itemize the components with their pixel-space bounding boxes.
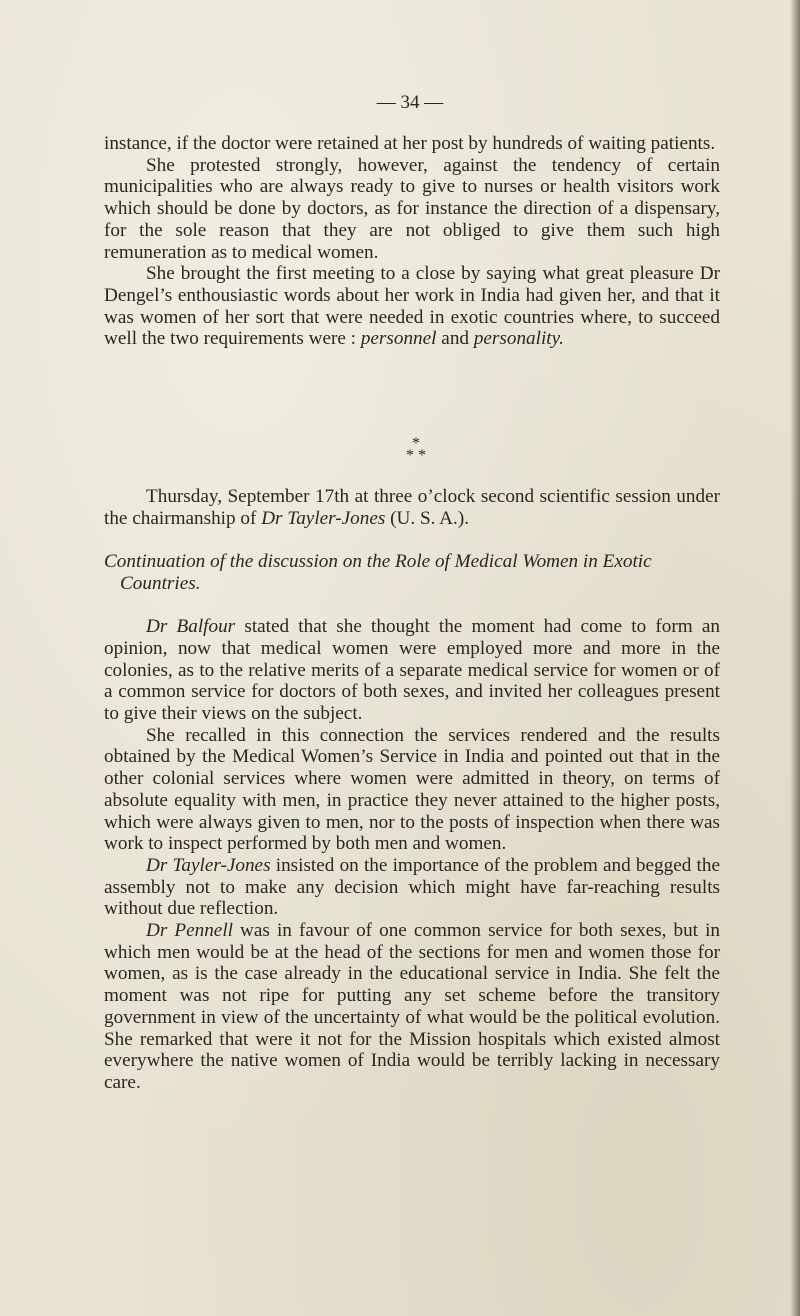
- page-number: — 34 —: [376, 92, 444, 113]
- session-paragraph: [104, 486, 720, 529]
- speaker-tayler-jones: Dr Tayler-Jones: [146, 854, 271, 876]
- section-heading: Continuation of the discussion on the Role of Medical Women in Exotic Countries.: [104, 551, 652, 594]
- asterism-top: *: [412, 435, 420, 452]
- pennell-paragraph: [104, 920, 720, 1094]
- term-personality: personality.: [473, 328, 564, 350]
- page-edge-shadow: [790, 0, 800, 1316]
- asterism-bottom: * *: [406, 447, 426, 464]
- balfour-paragraph: [104, 616, 720, 725]
- term-personnel: personnel: [360, 328, 437, 350]
- paragraph-1: instance, if the doctor were retained at her post by hundreds of waiting patients.: [104, 133, 716, 154]
- paragraph-3-and: and: [436, 328, 474, 350]
- chair-country: (U. S. A.).: [385, 507, 470, 529]
- tayler-jones-text: insisted on the importance of the problem and begged the assembly not to make any decision which might have far-reaching results without due reflection.: [104, 854, 720, 920]
- paragraph-3-text: She brought the first meeting to a close by saying what great pleasure Dr Dengel’s enthousiastic words about her work in India had given her, and that it was women of her sort that were needed in exotic countries where, to succeed well the two requirements were :: [104, 263, 720, 350]
- text-block-top: [104, 133, 720, 350]
- speaker-pennell: Dr Pennell: [146, 920, 233, 942]
- balfour-text: stated that she thought the moment had come to form an opinion, now that medical women were employed more and more in the colonies, as to the relative merits of a separate medical service for women or of a common service for doctors of both sexes, and invited her colleagues present to give their views on the subject.: [104, 616, 720, 724]
- paragraph-3: [104, 263, 720, 350]
- text-block-bottom: [104, 486, 720, 1094]
- asterism-separator: [396, 435, 436, 468]
- session-text: Thursday, September 17th at three o’clock second scientific session under the chairmanship of: [104, 486, 720, 529]
- speaker-balfour: Dr Balfour: [146, 616, 236, 638]
- tayler-jones-paragraph: [104, 855, 720, 920]
- chair-name: Dr Tayler-Jones: [261, 507, 386, 529]
- recalled-paragraph: She recalled in this connection the services rendered and the results obtained by the Medical Women’s Service in India and pointed out that in the other colonial services where women were admitted in theory, on terms of absolute equality with men, in practice they never attained to the higher posts, which were always given to men, nor to the posts of inspection when there was work to inspect performed by both men and women.: [104, 724, 720, 855]
- paragraph-2: She protested strongly, however, against the tendency of certain municipalities who are always ready to give to nurses or health visitors work which should be done by doctors, as for instance the direction of a dispensary, for the sole reason that they are not obliged to give them such high remuneration as to medical women.: [104, 154, 720, 263]
- pennell-text: was in favour of one common service for both sexes, but in which men would be at the head of the sections for men and women those for women, as is the case already in the educational service in India. She felt the moment was not ripe for putting any set scheme before the transitory government in view of the uncertainty of what would be the political evolution. She remarked that were it not for the Mission hospitals which existed almost everywhere the native women of India would be terribly lacking in necessary care.: [104, 920, 720, 1093]
